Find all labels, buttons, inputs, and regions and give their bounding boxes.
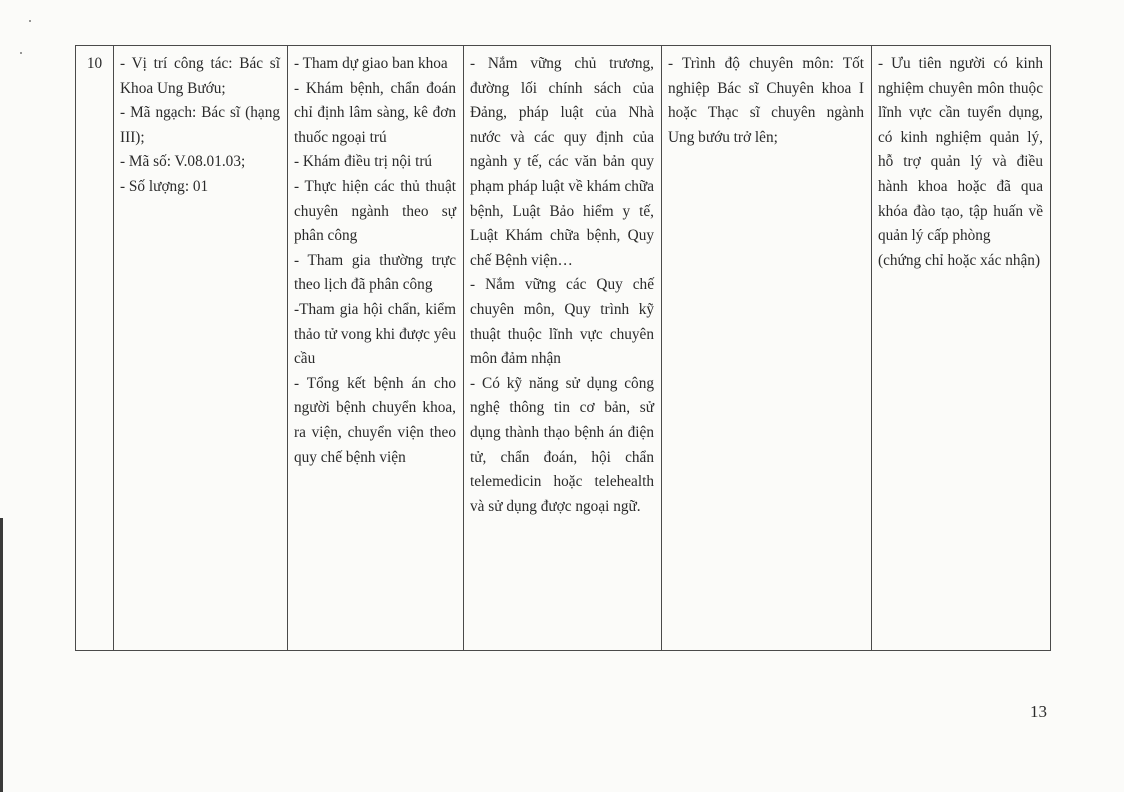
- grade-line: - Mã ngạch: Bác sĩ (hạng III);: [120, 104, 280, 146]
- recruitment-table: [75, 45, 1051, 651]
- knowledge-cell: [464, 46, 662, 651]
- qualification-item: - Trình độ chuyên môn: Tốt nghiệp Bác sĩ Chuyên khoa I hoặc Thạc sĩ chuyên ngành Ung bướu trở lên;: [668, 55, 864, 146]
- scan-speck: [20, 52, 22, 54]
- duties-cell: [288, 46, 464, 651]
- duty-item: - Tham gia thường trực theo lịch đã phân công: [294, 251, 456, 294]
- knowledge-item: - Nắm vững các Quy chế chuyên môn, Quy trình kỹ thuật thuộc lĩnh vực chuyên môn đảm nhận: [470, 276, 654, 368]
- duty-item: - Thực hiện các thủ thuật chuyên ngành theo sự phân công: [294, 177, 456, 245]
- duty-item: - Tổng kết bệnh án cho người bệnh chuyển khoa, ra viện, chuyển viện theo quy chế bệnh viện: [294, 374, 456, 466]
- page-number: 13: [1030, 702, 1047, 721]
- priority-note: (chứng chỉ hoặc xác nhận): [878, 251, 1041, 269]
- duty-item: - Khám bệnh, chẩn đoán chỉ định lâm sàng, kê đơn thuốc ngoại trú: [294, 79, 456, 146]
- duty-item: - Tham dự giao ban khoa: [294, 55, 448, 72]
- code-line: - Mã số: V.08.01.03;: [120, 153, 246, 171]
- duty-item: -Tham gia hội chẩn, kiểm thảo tử vong khi được yêu cầu: [294, 300, 456, 368]
- knowledge-item: - Nắm vững chủ trương, đường lối chính sách của Đảng, pháp luật của Nhà nước và các quy định của ngành y tế, các văn bản quy phạm pháp luật về khám chữa bệnh, Luật Bảo hiểm y tế, Luật Khám chữa bệnh, Quy chế Bệnh viện…: [470, 55, 654, 269]
- knowledge-item: - Có kỹ năng sử dụng công nghệ thông tin cơ bản, sử dụng thành thạo bệnh án điện tử, chẩn đoán, hội chẩn telemedicin hoặc telehealth và sử dụng được ngoại ngữ.: [470, 374, 654, 515]
- table-row: [76, 46, 1051, 651]
- priority-item: - Ưu tiên người có kinh nghiệm chuyên môn thuộc lĩnh vực cần tuyển dụng, có kinh nghiệm quản lý, hỗ trợ quản lý và điều hành khoa hoặc đã qua khóa đào tạo, tập huấn về quản lý cấp phòng: [878, 55, 1043, 245]
- qualification-cell: [662, 46, 872, 651]
- scan-edge-shadow: [0, 518, 3, 792]
- priority-cell: [872, 46, 1051, 651]
- scan-speck: [29, 20, 31, 22]
- row-number: 10: [86, 55, 103, 72]
- quantity-line: - Số lượng: 01: [120, 177, 209, 195]
- row-number-cell: [76, 46, 114, 651]
- position-info-cell: [114, 46, 288, 651]
- position-line: - Vị trí công tác: Bác sĩ Khoa Ung Bướu;: [120, 55, 280, 97]
- duty-item: - Khám điều trị nội trú: [294, 153, 433, 171]
